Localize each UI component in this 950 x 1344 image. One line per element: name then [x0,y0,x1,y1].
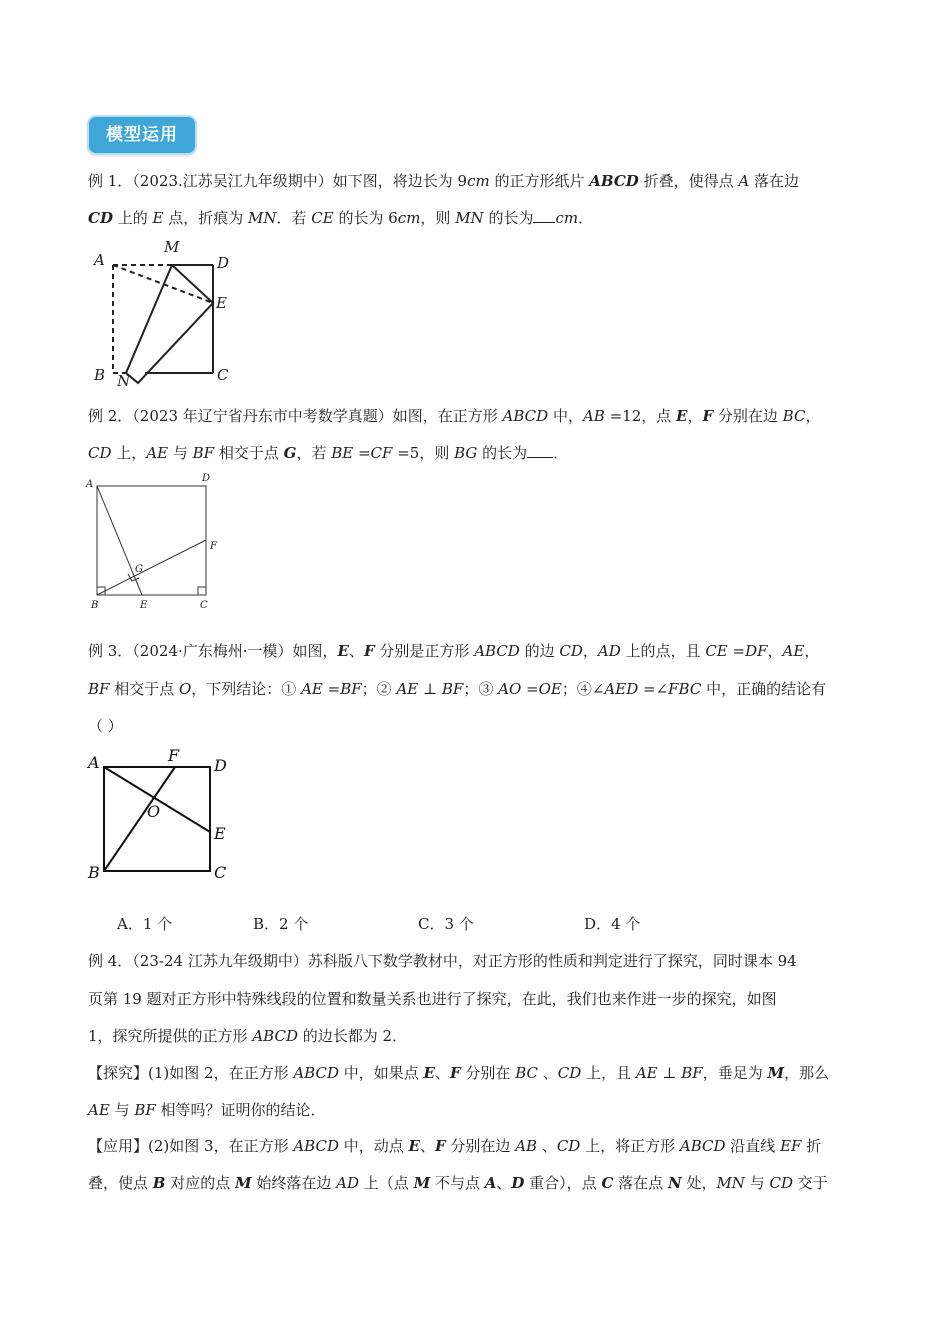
ex1-label-D: D [217,254,230,272]
ex4-line6: 【应用】(2)如图 3，在正方形 ABCD 中，动点 E、F 分别在边 AB 、CD 上，将正方形 ABCD 沿直线 EF 折 [88,1137,822,1155]
ex1-label-N: N [117,372,131,388]
option-a[interactable]: A．1 个 [117,915,173,933]
ex2-label-C: C [200,600,208,611]
ex1-label-M: M [164,238,180,256]
ex3-label-B: B [88,863,100,882]
ex3-line1: 例 3．（2024·广东梅州·一模）如图，E、F 分别是正方形 ABCD 的边 CD，AD 上的点，且 CE =DF，AE， [88,642,820,660]
option-b[interactable]: B．2 个 [253,915,309,933]
answer-blank [527,445,553,458]
ex3-label-C: C [214,863,227,882]
ex2-label-G: G [135,564,143,575]
ex2-label-D: D [202,473,211,484]
ex2-figure [84,470,224,615]
section-badge [89,117,195,153]
ex1-figure [90,238,240,388]
ex2-label-A: A [86,479,94,490]
ex1-label-B: B [94,366,106,384]
ex3-figure [84,742,244,887]
ex3-label-E: E [214,824,226,843]
ex1-label-E: E [216,294,227,312]
ex2-label-E: E [140,600,148,611]
ex3-line2: BF 相交于点 O，下列结论：① AE =BF；② AE ⊥ BF；③ AO =OE；④∠AED =∠FBC 中，正确的结论有 [88,680,827,698]
ex3-label-F: F [168,746,180,765]
answer-blank [533,210,555,223]
ex2-label-B: B [91,600,99,611]
ex4-line5: AE 与 BF 相等吗？证明你的结论． [88,1101,326,1119]
ex2-label-F: F [210,541,217,552]
ex4-line4: 【探究】(1)如图 2，在正方形 ABCD 中，如果点 E、F 分别在 BC 、CD 上，且 AE ⊥ BF，垂足为 M，那么 [88,1064,830,1082]
ex3-label-O: O [147,802,161,821]
ex4-line2: 页第 19 题对正方形中特殊线段的位置和数量关系也进行了探究，在此，我们也来作进一步的探究，如图 [88,990,777,1008]
ex4-line1: 例 4．（23-24 江苏九年级期中）苏科版八下数学教材中，对正方形的性质和判定进行了探究，同时课本 94 [88,952,797,970]
ex2-line2: CD 上，AE 与 BF 相交于点 G，若 BE =CF =5，则 BG 的长为 ． [88,444,569,462]
ex2-line1: 例 2．（2023 年辽宁省丹东市中考数学真题）如图，在正方形 ABCD 中，AB =12，点 E，F 分别在边 BC， [88,407,821,425]
ex1-label-A: A [94,251,105,269]
ex3-line3: （ ） [88,717,123,735]
option-d[interactable]: D．4 个 [584,915,641,933]
ex4-line7: 叠，使点 B 对应的点 M 始终落在边 AD 上（点 M 不与点 A、D 重合），点 C 落在点 N 处，MN 与 CD 交于 [88,1174,828,1192]
section-badge-label: 模型运用 [106,125,178,145]
option-c[interactable]: C．3 个 [418,915,474,933]
ex4-line3: 1，探究所提供的正方形 ABCD 的边长都为 2． [88,1027,408,1045]
ex3-label-D: D [214,756,227,775]
ex3-label-A: A [88,753,100,772]
ex1-label-C: C [217,366,229,384]
ex1-line1: 例 1．（2023.江苏吴江九年级期中）如下图，将边长为 9cm 的正方形纸片 ABCD 折叠，使得点 A 落在边 [88,172,799,190]
ex1-line2: CD 上的 E 点，折痕为 MN．若 CE 的长为 6cm，则 MN 的长为 cm． [88,209,594,227]
